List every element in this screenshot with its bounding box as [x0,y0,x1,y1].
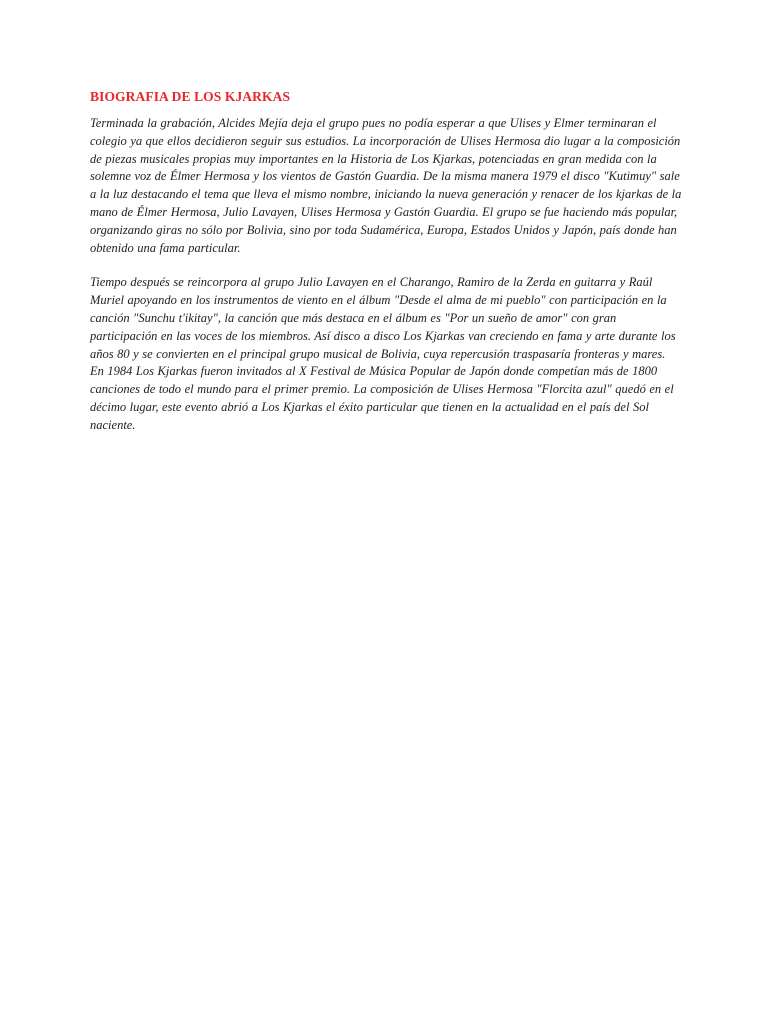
paragraph-2: Tiempo después se reincorpora al grupo Julio Lavayen en el Charango, Ramiro de la Zerda en guitarra y Raúl Muriel apoyando en los instrumentos de viento en el álbum "Desde el alma de mi pueblo" con participación en la canción "Sunchu t'ikitay", la canción que más destaca en el álbum es "Por un sueño de amor" con gran participación en las voces de los miembros. Así disco a disco Los Kjarkas van creciendo en fama y arte durante los años 80 y se convierten en el principal grupo musical de Bolivia, cuya repercusión traspasaría fronteras y mares. En 1984 Los Kjarkas fueron invitados al X Festival de Música Popular de Japón donde competían más de 1800 canciones de todo el mundo para el primer premio. La composición de Ulises Hermosa "Florcita azul" quedó en el décimo lugar, este evento abrió a Los Kjarkas el éxito particular que tienen en la actualidad en el país del Sol naciente. [90,275,676,432]
paragraph-1: Terminada la grabación, Alcides Mejía deja el grupo pues no podía esperar a que Ulises y Elmer terminaran el colegio ya que ellos decidieron seguir sus estudios. La incorporación de Ulises Hermosa dio lugar a la composición de piezas musicales propias muy importantes en la Historia de Los Kjarkas, potenciadas en gran medida con la solemne voz de Élmer Hermosa y los vientos de Gastón Guardia. De la misma manera 1979 el disco "Kutimuy" sale a la luz destacando el tema que lleva el mismo nombre, iniciando la nueva generación y renacer de los kjarkas de la mano de Élmer Hermosa, Julio Lavayen, Ulises Hermosa y Gastón Guardia. El grupo se fue haciendo más popular, organizando giras no sólo por Bolivia, sino por toda Sudamérica, Europa, Estados Unidos y Japón, país donde han obtenido una fama particular. [90,116,682,255]
document-title: BIOGRAFIA DE LOS KJARKAS [90,89,291,104]
document-body [90,88,682,435]
